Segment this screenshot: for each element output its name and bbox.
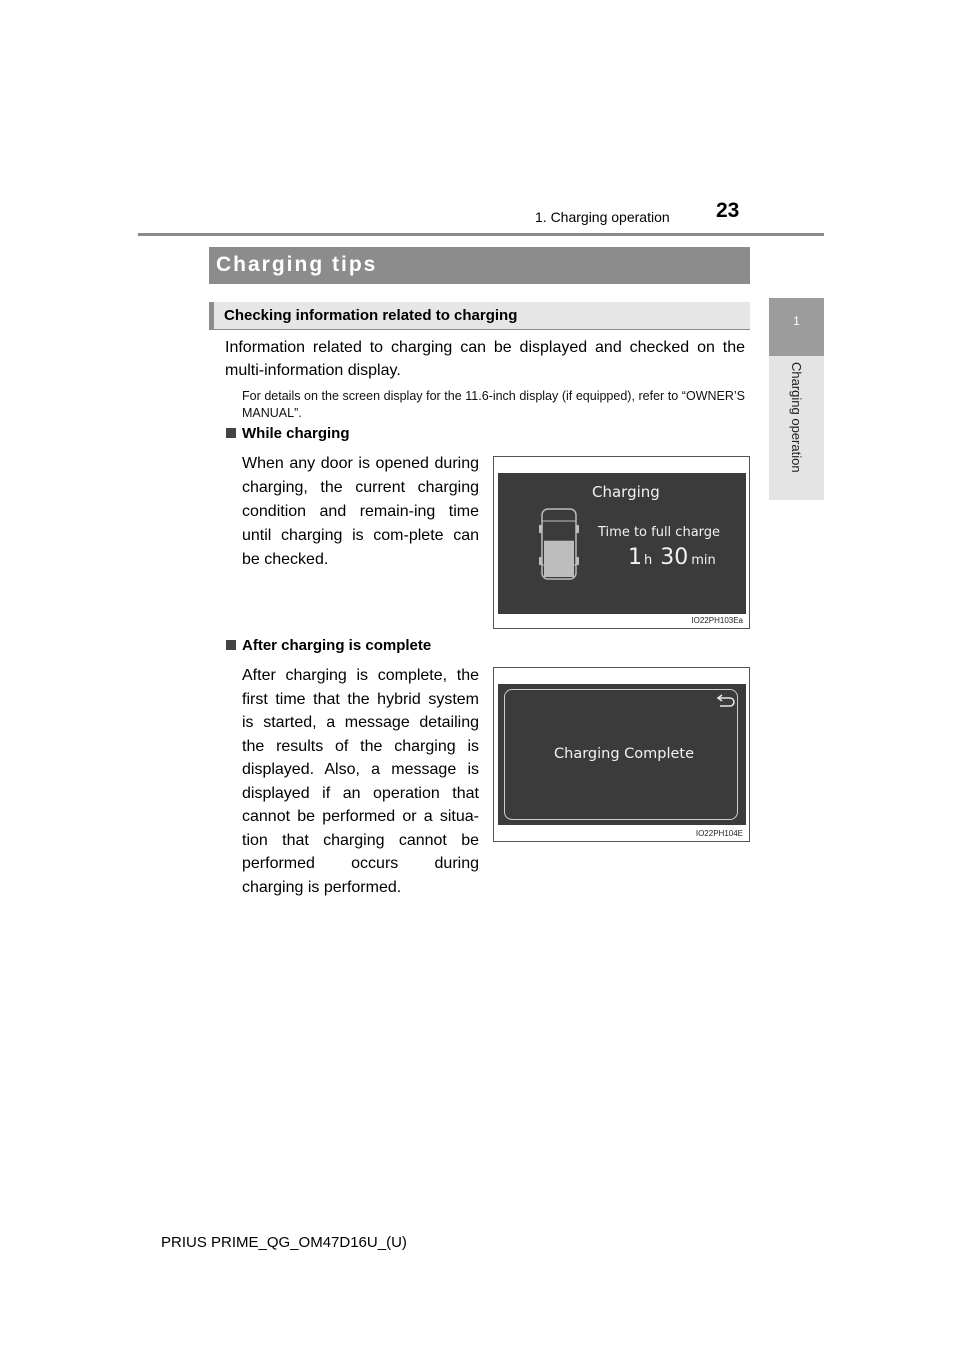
header-rule	[138, 233, 824, 236]
section-title-bar	[209, 247, 750, 284]
square-bullet-icon	[226, 640, 236, 650]
intro-paragraph: Information related to charging can be displayed and checked on the multi-information display.	[225, 339, 745, 379]
figure-code: IO22PH104E	[695, 829, 743, 838]
minutes-value: 30	[660, 545, 689, 570]
square-bullet-icon	[226, 428, 236, 438]
time-remaining	[628, 545, 716, 570]
footer-code: PRIUS PRIME_QG_OM47D16U_(U)	[161, 1234, 407, 1251]
charging-screen-figure	[493, 456, 750, 629]
return-icon	[716, 694, 736, 708]
chapter-number: 1	[793, 314, 800, 328]
while-charging-heading	[226, 425, 350, 442]
while-charging-heading-text: While charging	[242, 425, 350, 442]
display-screen	[498, 684, 746, 825]
subheading-bar	[209, 302, 750, 329]
minutes-unit: min	[691, 553, 716, 568]
after-charging-heading-text: After charging is complete	[242, 637, 432, 654]
while-charging-paragraph: When any door is opened during charging, the current charging condition and remain-ing time until charging is com-plete can be checked.	[242, 455, 479, 568]
note-paragraph: For details on the screen display for the 11.6-inch display (if equipped), refer to “OWNER’S MANUAL”.	[242, 389, 745, 420]
charging-complete-message: Charging Complete	[554, 746, 695, 762]
subheading-underline	[209, 329, 750, 330]
subheading: Checking information related to charging	[224, 307, 518, 324]
chapter-title: Charging operation	[789, 362, 804, 473]
running-header: 1. Charging operation	[535, 209, 670, 225]
section-title: Charging tips	[216, 253, 378, 276]
after-charging-paragraph: After charging is complete, the first time that the hybrid system is started, a message detailing the results of the charging is displayed. Also, a message is displayed if an operation that cannot be performed or a situa-tion that charging cannot be performed occurs during charging is performed.	[242, 667, 479, 896]
vehicle-battery-icon	[538, 507, 582, 583]
screen-title: Charging	[592, 483, 660, 501]
hours-unit: h	[644, 553, 653, 568]
hours-value: 1	[628, 545, 642, 570]
chapter-tab-number	[769, 298, 824, 356]
display-screen	[498, 473, 746, 614]
figure-code: IO22PH103Ea	[691, 616, 743, 625]
page-number: 23	[716, 199, 740, 222]
after-charging-heading	[226, 637, 431, 654]
time-to-full-label: Time to full charge	[598, 525, 721, 540]
chapter-tab-title	[769, 356, 824, 500]
charging-complete-figure	[493, 667, 750, 842]
